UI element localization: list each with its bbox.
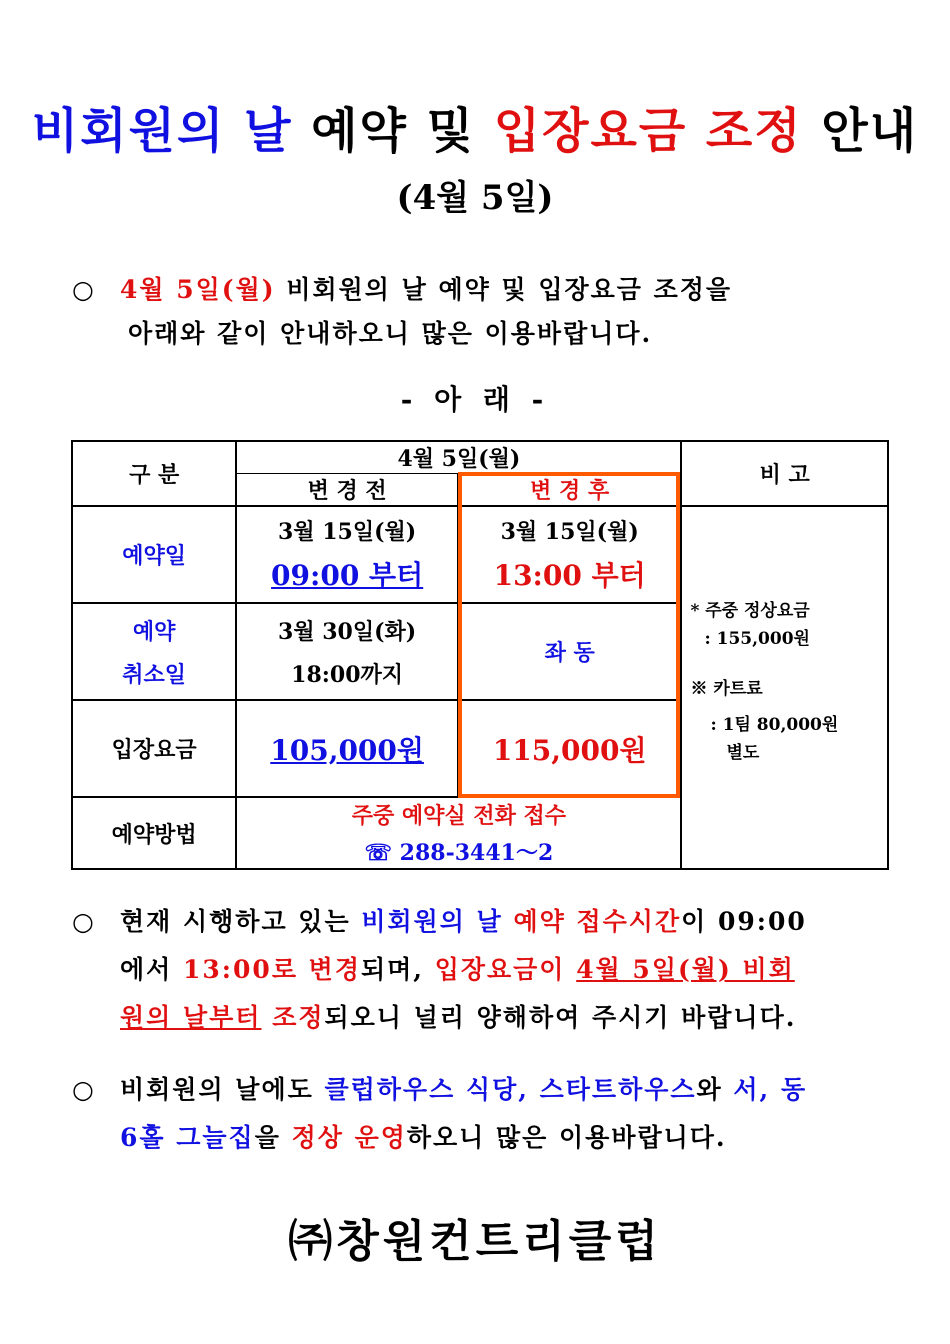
- after-cell: 3월 15일(월) 13:00 부터: [458, 506, 682, 603]
- notice-paragraph: ○ 현재 시행하고 있는 비회원의 날 예약 접수시간이 09:00 에서 13:00로 변경되며, 입장요금이 4월 5일(월) 비회 원의 날부터 조정되오니 널리 양해하여 주시기 바랍니다.: [72, 900, 892, 1040]
- bullet-icon: ○: [72, 1075, 94, 1104]
- before-cell: 105,000원: [236, 700, 458, 797]
- header-before: 변 경 전: [236, 474, 458, 507]
- row-label: 예약일: [72, 506, 236, 603]
- intro-paragraph: ○ 4월 5일(월) 비회원의 날 예약 및 입장요금 조정을 아래와 같이 안내하오니 많은 이용바랍니다.: [72, 268, 892, 356]
- header-gubun: 구 분: [72, 441, 236, 506]
- before-cell: 3월 15일(월) 09:00 부터: [236, 506, 458, 603]
- page-subtitle: (4월 5일): [396, 178, 554, 218]
- company-name: ㈜창원컨트리클럽: [288, 1216, 662, 1267]
- header-after: 변 경 후: [458, 474, 682, 507]
- row-label: 예약 취소일: [72, 603, 236, 700]
- merged-cell: 주중 예약실 전화 접수 ☏ 288-3441～2: [236, 797, 681, 869]
- page-title: 비회원의 날 예약 및 입장요금 조정 안내: [31, 103, 919, 159]
- after-cell: 115,000원: [458, 700, 682, 797]
- header-date: 4월 5일(월): [236, 441, 681, 474]
- operation-paragraph: ○ 비회원의 날에도 클럽하우스 식당, 스타트하우스와 서, 동 6홀 그늘집을 정상 운영하오니 많은 이용바랍니다.: [72, 1068, 892, 1160]
- row-label: 예약방법: [72, 797, 236, 869]
- bullet-icon: ○: [72, 907, 94, 936]
- after-cell: 좌 동: [458, 603, 682, 700]
- note-cell: * 주중 정상요금 : 155,000원 ※ 카트료 : 1팀 80,000원 별도: [681, 506, 888, 869]
- before-cell: 3월 30일(화) 18:00까지: [236, 603, 458, 700]
- bullet-icon: ○: [72, 275, 94, 304]
- highlight-box: [458, 472, 680, 798]
- section-heading: - 아 래 -: [400, 383, 550, 416]
- row-label: 입장요금: [72, 700, 236, 797]
- header-note: 비 고: [681, 441, 888, 506]
